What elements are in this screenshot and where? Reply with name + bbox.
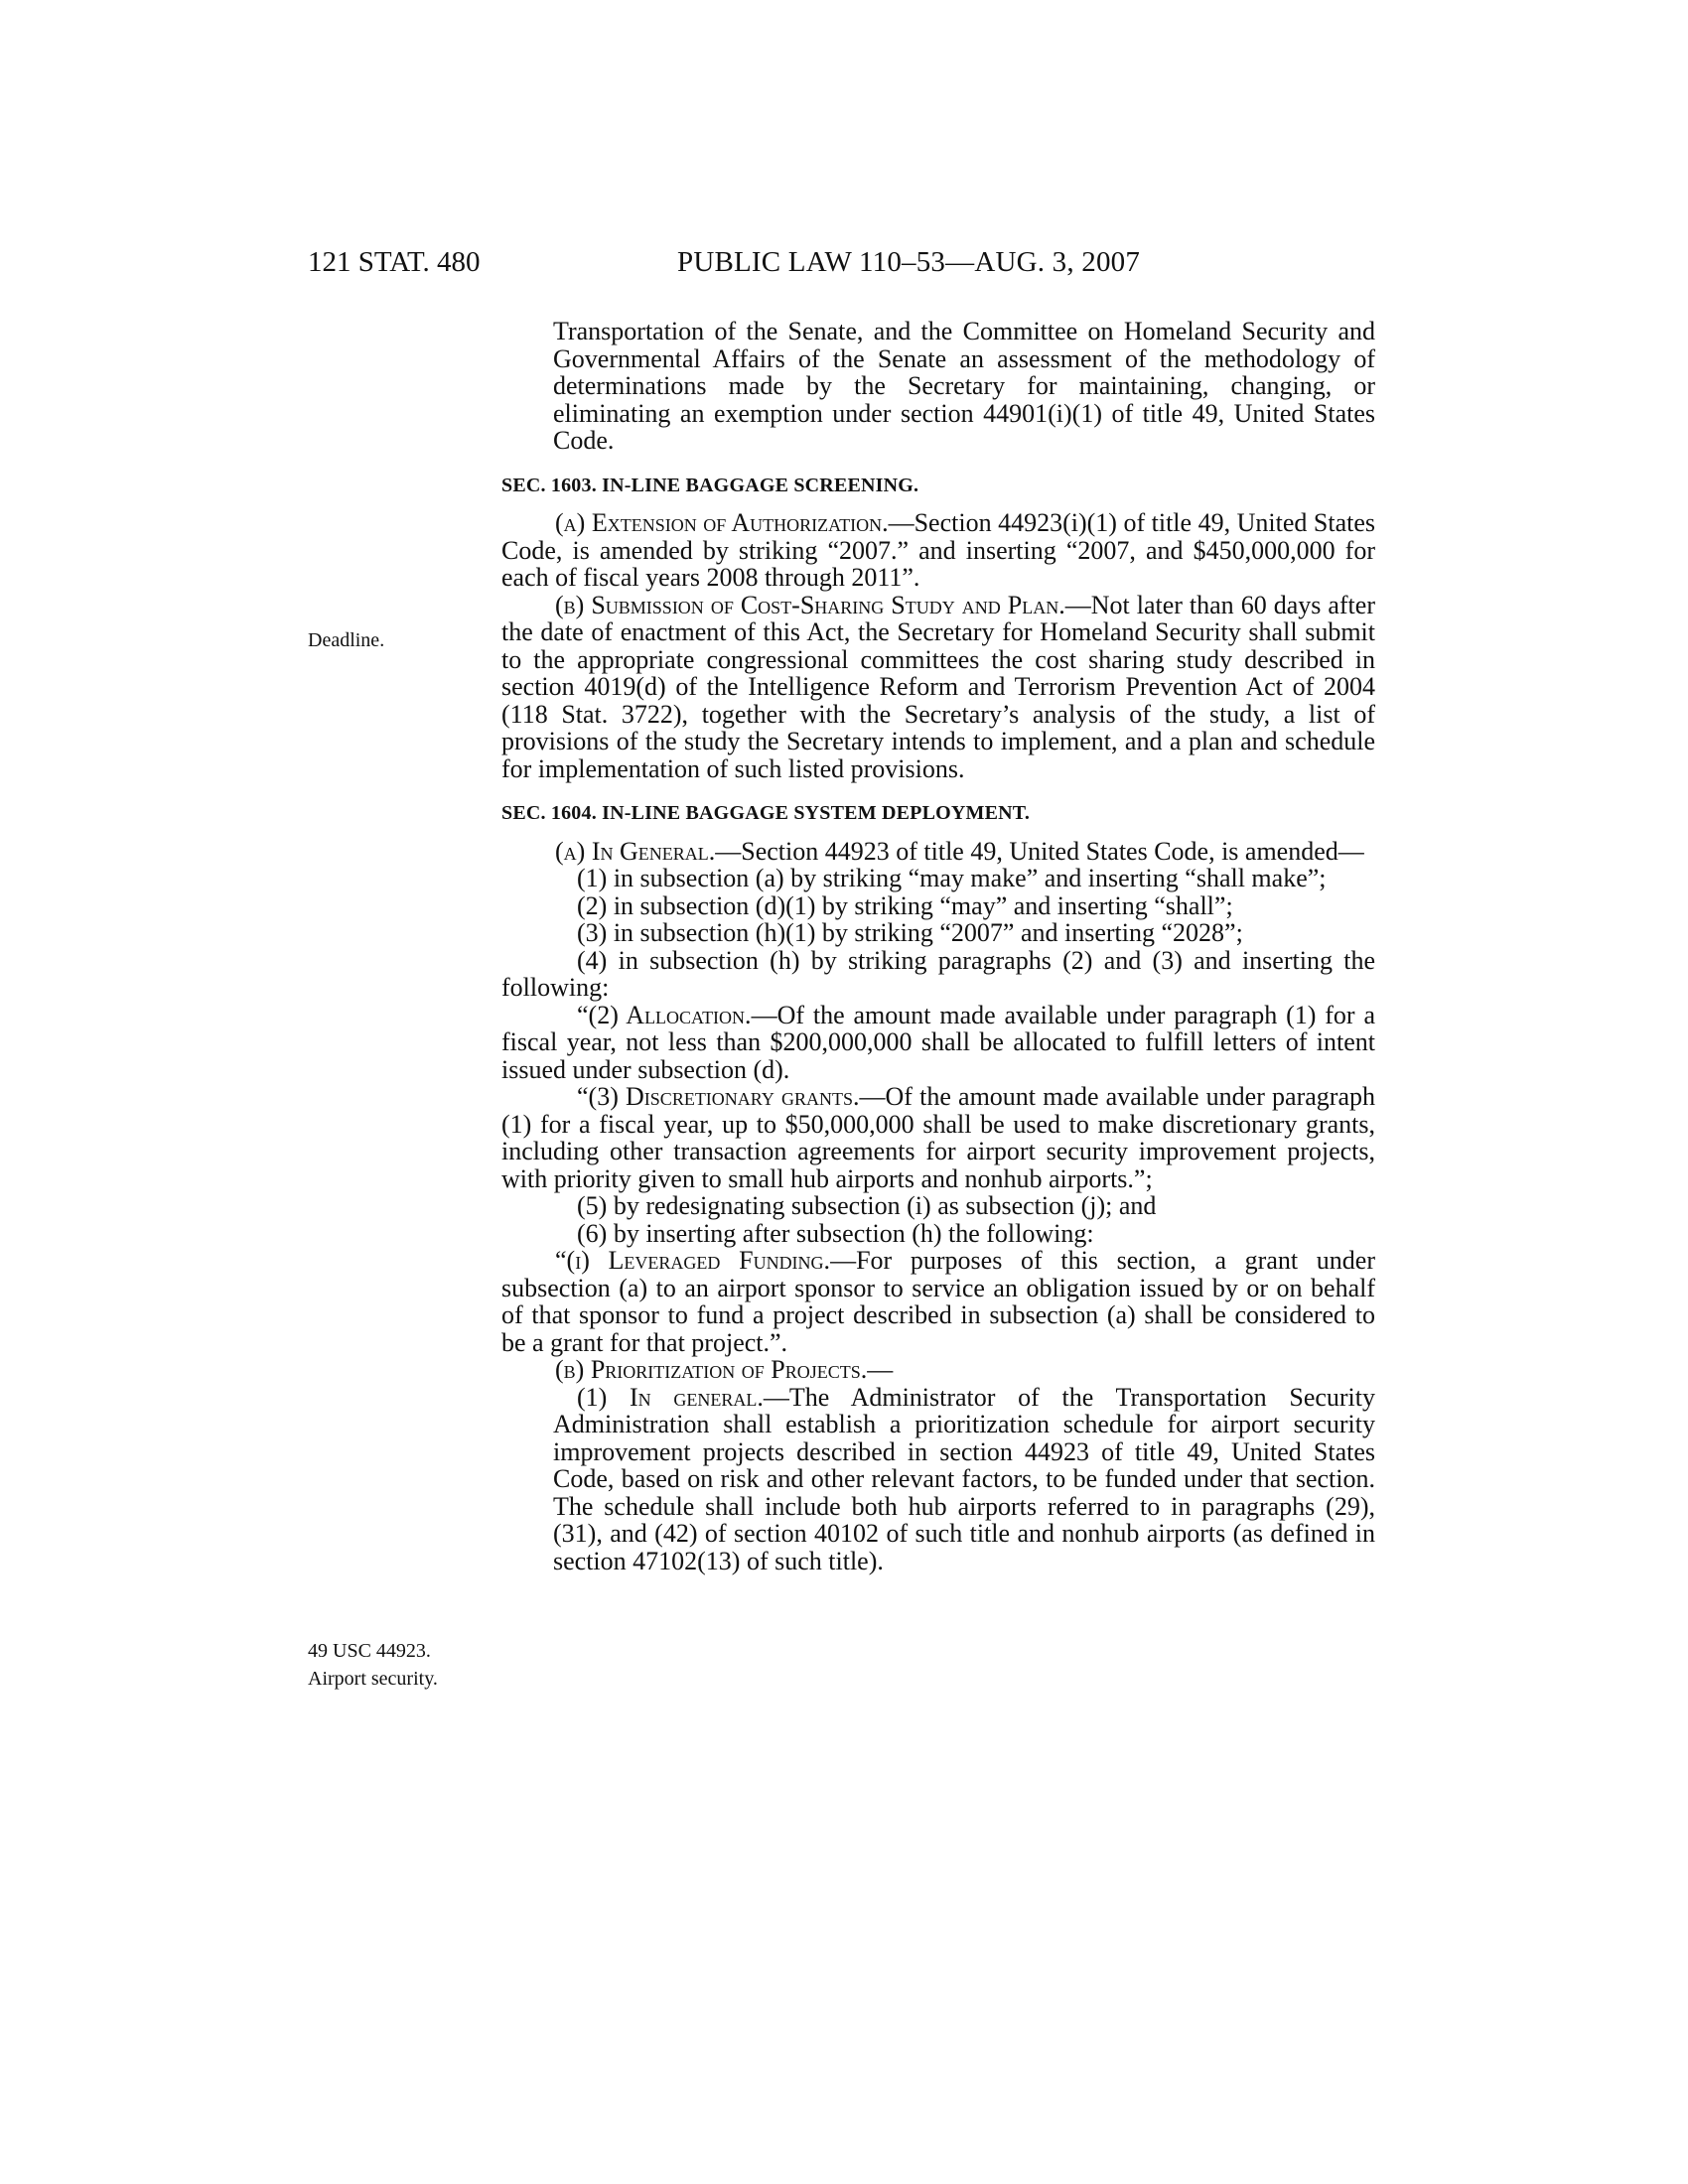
discretionary-grants-heading: “(3) Discretionary grants. bbox=[577, 1082, 860, 1111]
section-1603-b-heading: (b) Submission of Cost-Sharing Study and Plan. bbox=[555, 590, 1065, 619]
allocation-heading: “(2) Allocation. bbox=[577, 1000, 752, 1029]
allocation-paragraph bbox=[501, 1002, 1375, 1084]
section-1604-b-1-text: —The Administrator of the Transportation Security Administration shall establish a prioritization schedule for airport security improvement projects described in section 44923 of title 49, United States Code, based on risk and other relevant factors, to be funded under that section. The schedule shall include both hub airports referred to in paragraphs (29), (31), and (42) of section 40102 of such title and nonhub airports (as defined in section 47102(13) of such title). bbox=[553, 1382, 1375, 1575]
amendment-item-4: (4) in subsection (h) by striking paragraphs (2) and (3) and inserting the following: bbox=[501, 945, 1375, 1002]
section-1604-a bbox=[501, 838, 1375, 866]
section-1603-b bbox=[501, 592, 1375, 783]
section-1604-b-heading: (b) Prioritization of Projects. bbox=[555, 1355, 868, 1384]
margin-note-usc: 49 USC 44923. bbox=[308, 1640, 431, 1662]
allocation-text: —Of the amount made available under paragraph (1) for a fiscal year, not less than $200,000,000 shall be allocated to fulfill letters of intent issued under subsection (d). bbox=[501, 1000, 1375, 1084]
margin-note-deadline: Deadline. bbox=[308, 629, 385, 651]
section-1603-a-text: —Section 44923(i)(1) of title 49, United States Code, is amended by striking “2007.” and inserting “2007, and $450,000,000 for each of fiscal years 2008 through 2011”. bbox=[501, 508, 1375, 592]
section-1603-heading: SEC. 1603. IN-LINE BAGGAGE SCREENING. bbox=[501, 474, 919, 496]
public-law-citation: PUBLIC LAW 110–53—AUG. 3, 2007 bbox=[677, 246, 1141, 278]
amendment-item-6: (6) by inserting after subsection (h) the following: bbox=[577, 1218, 1094, 1248]
amendment-item-3: (3) in subsection (h)(1) by striking “2007” and inserting “2028”; bbox=[577, 918, 1243, 947]
section-1604-b-1-heading: (1) In general. bbox=[577, 1382, 764, 1412]
margin-note-airport-security: Airport security. bbox=[308, 1668, 438, 1690]
section-1604-heading: SEC. 1604. IN-LINE BAGGAGE SYSTEM DEPLOYMENT. bbox=[501, 802, 1031, 824]
section-1603-a bbox=[501, 509, 1375, 592]
document-body bbox=[501, 318, 1375, 1574]
discretionary-grants-paragraph bbox=[501, 1083, 1375, 1192]
section-1603-b-text: —Not later than 60 days after the date of enactment of this Act, the Secretary for Homeland Security shall submit to the appropriate congressional committees the cost sharing study described in section 4019(d) of the Intelligence Reform and Terrorism Prevention Act of 2004 (118 Stat. 3722), together with the Secretary’s analysis of the study, a list of provisions of the study the Secretary intends to implement, and a plan and schedule for implementation of such listed provisions. bbox=[501, 590, 1375, 783]
section-1604-b-1 bbox=[501, 1384, 1375, 1575]
section-1604-b bbox=[501, 1356, 1375, 1384]
leveraged-funding-paragraph bbox=[501, 1247, 1375, 1356]
statute-citation: 121 STAT. 480 bbox=[308, 246, 481, 278]
amendment-item-2: (2) in subsection (d)(1) by striking “may” and inserting “shall”; bbox=[577, 890, 1233, 920]
section-1603-a-heading: (a) Extension of Authorization. bbox=[555, 508, 889, 537]
leveraged-funding-heading: “(i) Leveraged Funding. bbox=[555, 1246, 831, 1275]
section-1604-a-text: —Section 44923 of title 49, United States Code, is amended— bbox=[715, 836, 1364, 866]
page-header bbox=[0, 246, 1688, 286]
leveraged-funding-text: —For purposes of this section, a grant under subsection (a) to an airport sponsor to service an obligation issued by or on behalf of that sponsor to fund a project described in subsection (a) shall be considered to be a grant for that project.”. bbox=[501, 1246, 1375, 1357]
amendment-item-5: (5) by redesignating subsection (i) as subsection (j); and bbox=[577, 1191, 1157, 1220]
section-1604-a-heading: (a) In General. bbox=[555, 836, 716, 866]
amendment-item-1: (1) in subsection (a) by striking “may make” and inserting “shall make”; bbox=[577, 864, 1327, 892]
discretionary-grants-text: —Of the amount made available under paragraph (1) for a fiscal year, up to $50,000,000 shall be used to make discretionary grants, including other transaction agreements for airport security improvement projects, with priority given to small hub airports and nonhub airports.”; bbox=[501, 1082, 1375, 1193]
intro-paragraph: Transportation of the Senate, and the Committee on Homeland Security and Governmental Affairs of the Senate an assessment of the methodology of determinations made by the Secretary for maintaining, changing, or eliminating an exemption under section 44901(i)(1) of title 49, United States Code. bbox=[553, 317, 1375, 455]
section-1604-b-text: — bbox=[867, 1355, 894, 1384]
